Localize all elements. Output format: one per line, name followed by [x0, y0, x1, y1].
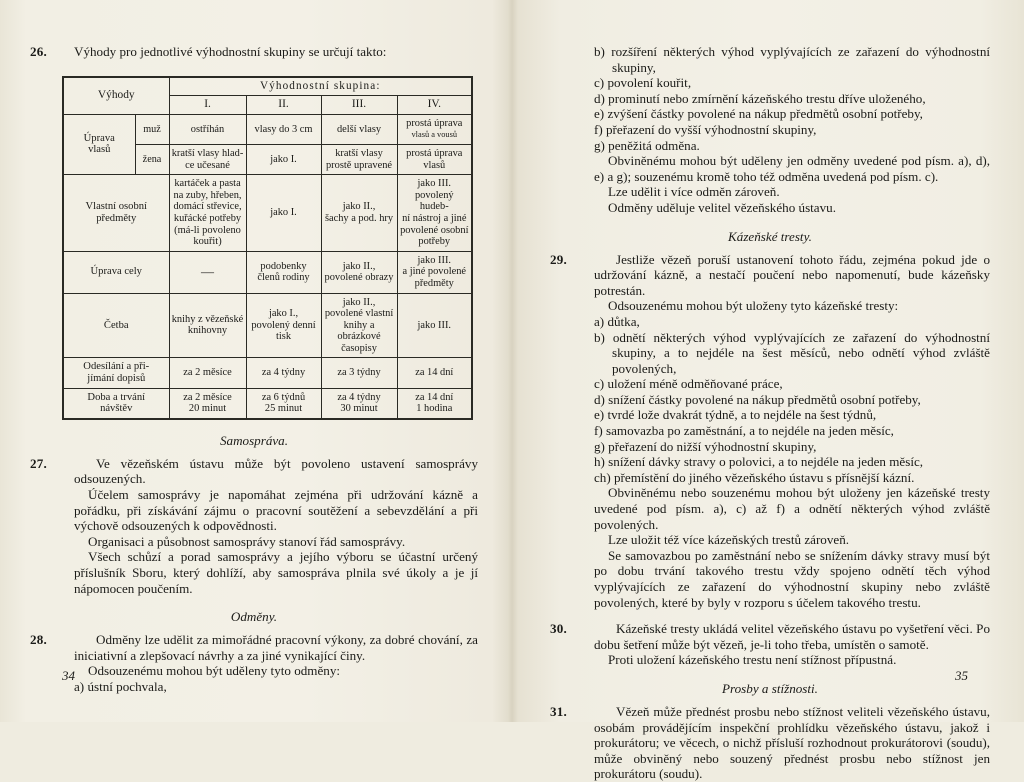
sub-label-zena: žena	[135, 144, 169, 174]
section-27-p4: Všech schůzí a porad samosprávy a jejího výboru se účastní určený příslušník Sboru, který dohlíží, aby samospráva plnila své úkoly a je jí nápomocen poučením.	[74, 549, 478, 596]
cell-navstevy-iii: za 4 týdny 30 minut	[321, 388, 397, 419]
row-label-uprava-cely: Úprava cely	[63, 251, 169, 293]
section-31	[550, 704, 990, 782]
cell-dopisy-ii: za 4 týdny	[246, 358, 321, 388]
cell-muz-iii: delší vlasy	[321, 114, 397, 144]
section-28	[30, 632, 478, 694]
cell-zena-ii: jako I.	[246, 144, 321, 174]
section-29-p2: Odsouzenému mohou být uloženy tyto kázeňské tresty:	[608, 298, 899, 314]
row-label-line2: vlasů	[88, 144, 111, 156]
cell-muz-i: ostříhán	[169, 114, 246, 144]
section-29-p5: Se samovazbou po zaměstnání nebo se snížením dávky stravy musí být po dobu trvání takového trestu vždy spojeno odnětí těch výhod vyplývajících ze zařazení do výhodnostní skupiny nebo zvláště povolených, které by byly v rozporu s účelem takového trestu.	[594, 547, 990, 610]
section-27-p2: Účelem samosprávy je napomáhat zejména při udržování kázně a pořádku, při získávání zájmu o pracovní soutěžení a sebevzdělání a při výchově odsouzených k odpovědnosti.	[74, 487, 478, 534]
cell-zena-iv: prostá úprava vlasů	[397, 144, 472, 174]
section-27-number: 27.	[30, 455, 47, 471]
section-29-item-a: a) důtka,	[594, 313, 640, 329]
section-30-p2: Proti uložení kázeňského trestu není stížnost přípustná.	[608, 652, 897, 668]
cell-navstevy-i: za 2 měsíce 20 minut	[169, 388, 246, 419]
page-left	[0, 0, 512, 722]
cell-muz-ii: vlasy do 3 cm	[246, 114, 321, 144]
section-29-item-d: d) snížení částky povolené na nákup předmětů osobní potřeby,	[594, 391, 921, 407]
section-29-item-f: f) samovazba po zaměstnání, a to nejdéle na jeden měsíc,	[594, 423, 894, 439]
section-27	[30, 456, 478, 596]
section-26-lead: Výhody pro jednotlivé výhodnostní skupiny se určují takto:	[74, 44, 387, 59]
section-28-item-e: e) zvýšení částky povolené na nákup předmětů osobní potřeby,	[594, 106, 923, 122]
table-header-col-ii: II.	[246, 96, 321, 115]
row-label-vlastni-predmety: Vlastní osobní předměty	[63, 175, 169, 252]
table-row	[63, 114, 472, 144]
cell-predmety-ii: jako I.	[246, 175, 321, 252]
cell-navstevy-ii: za 6 týdnů 25 minut	[246, 388, 321, 419]
table-row	[63, 388, 472, 419]
cell-cetba-ii: jako I., povolený denní tisk	[246, 293, 321, 358]
heading-odmeny: Odměny.	[230, 609, 278, 625]
folio-left: 34	[62, 668, 75, 683]
section-31-number: 31.	[550, 703, 567, 719]
section-29-p3: Obviněnému nebo souzenému mohou být uloženy jen kázeňské tresty uvedené pod písm. a), c) až f) a odnětí některých výhod zvláště povolených.	[594, 485, 990, 532]
table-header-group: Výhodnostní skupina:	[169, 77, 472, 96]
row-label-navstevy: Doba a trvání návštěv	[63, 388, 169, 419]
advantages-table	[62, 76, 473, 420]
table-header-vyhody: Výhody	[63, 77, 169, 115]
section-28-item-c: c) povolení kouřit,	[594, 75, 692, 91]
section-30-number: 30.	[550, 621, 567, 637]
section-28-item-a: a) ústní pochvala,	[74, 678, 167, 694]
section-29-p4: Lze uložit též více kázeňských trestů zároveň.	[608, 532, 850, 548]
section-28-continued	[550, 44, 990, 216]
cell-cetba-i: knihy z vězeňské knihovny	[169, 293, 246, 358]
section-29-item-g: g) přeřazení do nižší výhodnostní skupiny,	[594, 438, 817, 454]
cell-cely-iii: jako II., povolené obrazy	[321, 251, 397, 293]
section-28-number: 28.	[30, 632, 47, 648]
section-28-p2: Lze udělit i více odměn zároveň.	[608, 184, 780, 200]
table-header-col-i: I.	[169, 96, 246, 115]
heading-samosprava: Samospráva.	[219, 432, 288, 448]
table-row	[63, 251, 472, 293]
heading-kazenske-tresty: Kázeňské tresty.	[728, 228, 812, 244]
section-29-p1: Jestliže vězeň poruší ustanovení tohoto řádu, zejména pokud jde o udržování kázně, a nestačí poučení nebo napomenutí, bude kázeňsky potrestán.	[594, 251, 990, 298]
section-28-item-f: f) přeřazení do vyšší výhodnostní skupiny,	[594, 121, 817, 137]
section-27-p1: Ve vězeňském ústavu může být povoleno ustavení samosprávy odsouzených.	[74, 455, 478, 487]
table-row	[63, 293, 472, 358]
cell-zena-iii: kratší vlasy prostě upravené	[321, 144, 397, 174]
cell-dopisy-iv: za 14 dní	[397, 358, 472, 388]
section-28-p3: Odměny uděluje velitel vězeňského ústavu.	[608, 199, 836, 215]
row-label-dopisy: Odesílání a při- jímání dopisů	[63, 358, 169, 388]
table-header-col-iii: III.	[321, 96, 397, 115]
table-body	[63, 114, 472, 419]
section-29-item-h: h) snížení dávky stravy o polovici, a to nejdéle na jeden měsíc,	[594, 454, 924, 470]
cell-dopisy-i: za 2 měsíce	[169, 358, 246, 388]
cell-predmety-iii: jako II., šachy a pod. hry	[321, 175, 397, 252]
cell-navstevy-iv: za 14 dní 1 hodina	[397, 388, 472, 419]
advantages-table-wrapper	[62, 76, 478, 420]
section-29-item-e: e) tvrdé lože dvakrát týdně, a to nejdéle na šest týdnů,	[594, 407, 877, 423]
cell-zena-i: kratší vlasy hlad- ce učesané	[169, 144, 246, 174]
row-label-uprava-vlasu	[63, 114, 135, 174]
section-28-p1: Odměny lze udělit za mimořádné pracovní výkony, za dobré chování, za iniciativní a zlepšovací návrhy a za jiné vynikající činy.	[74, 632, 478, 663]
section-28-item-g: g) peněžitá odměna.	[594, 137, 700, 153]
section-30	[550, 621, 990, 668]
cell-cely-iv: jako III. a jiné povolené předměty	[397, 251, 472, 293]
cell-cely-i: —	[169, 251, 246, 293]
section-29	[550, 252, 990, 611]
section-30-p1: Kázeňské tresty ukládá velitel vězeňského ústavu po vyšetření věci. Po dobu šetření může být vězeň, je-li toho třeba, umístěn o samotě.	[594, 621, 990, 652]
section-26	[30, 44, 478, 60]
cell-cely-ii: podobenky členů rodiny	[246, 251, 321, 293]
section-28-p1: Obviněnému mohou být uděleny jen odměny uvedené pod písm. a), d), e) a g); souzenému kromě toho též odměna uvedená pod písm. c).	[594, 153, 990, 184]
heading-prosby-stiznosti: Prosby a stížnosti.	[722, 680, 818, 696]
cell-cetba-iv: jako III.	[397, 293, 472, 358]
row-label-cetba: Četba	[63, 293, 169, 358]
cell-predmety-i: kartáček a pasta na zuby, hřeben, domácí střevice, kuřácké potřeby (má-li povoleno kouřit)	[169, 175, 246, 252]
section-27-p3: Organisaci a působnost samosprávy stanoví řád samosprávy.	[88, 533, 406, 549]
table-row	[63, 358, 472, 388]
section-28-p2: Odsouzenému mohou být uděleny tyto odměny:	[88, 663, 341, 679]
section-31-p1: Vězeň může přednést prosbu nebo stížnost veliteli vězeňského ústavu, osobám provádějícím inspekční prohlídku vězeňského ústavu, jakož i prokurátoru; ve věcech, o nichž přísluší rozhodnout prokurátorovi (soudu), může obviněný nebo souzený přednést prosbu nebo stížnost jen prokurátoru (soudu).	[594, 703, 990, 782]
spacer	[550, 610, 990, 621]
section-29-item-b: b) odnětí některých výhod vyplývajících ze zařazení do výhodnostní skupiny, a to nejdéle na šest měsíců, nebo odnětí výhod zvláště povolených,	[594, 329, 990, 376]
cell-muz-iv	[397, 114, 472, 144]
table-header-col-iv: IV.	[397, 96, 472, 115]
sub-label-muz: muž	[135, 114, 169, 144]
table-head	[63, 77, 472, 115]
folio-right: 35	[955, 668, 968, 683]
section-26-number: 26.	[30, 44, 47, 59]
cell-dopisy-iii: za 3 týdny	[321, 358, 397, 388]
row-label-line1: Úprava	[83, 132, 115, 144]
table-head-row-1	[63, 77, 472, 96]
section-28-item-d: d) prominutí nebo zmírnění kázeňského trestu dříve uloženého,	[594, 90, 926, 106]
table-row	[63, 175, 472, 252]
cell-muz-iv-main: prostá úprava	[406, 117, 463, 129]
page-right	[512, 0, 1024, 782]
section-29-item-c: c) uložení méně odměňované práce,	[594, 376, 783, 392]
cell-muz-iv-sub: vlasů a vousů	[411, 130, 458, 140]
section-29-item-ch: ch) přemístění do jiného vězeňského ústavu s přísnější kázní.	[594, 469, 915, 485]
cell-cetba-iii: jako II., povolené vlastní knihy a obrázkové časopisy	[321, 293, 397, 358]
cell-predmety-iv: jako III. povolený hudeb- ní nástroj a jiné povolené osobní potřeby	[397, 175, 472, 252]
section-28-item-b: b) rozšíření některých výhod vyplývajících ze zařazení do výhodnostní skupiny,	[594, 44, 990, 75]
section-29-number: 29.	[550, 251, 567, 267]
